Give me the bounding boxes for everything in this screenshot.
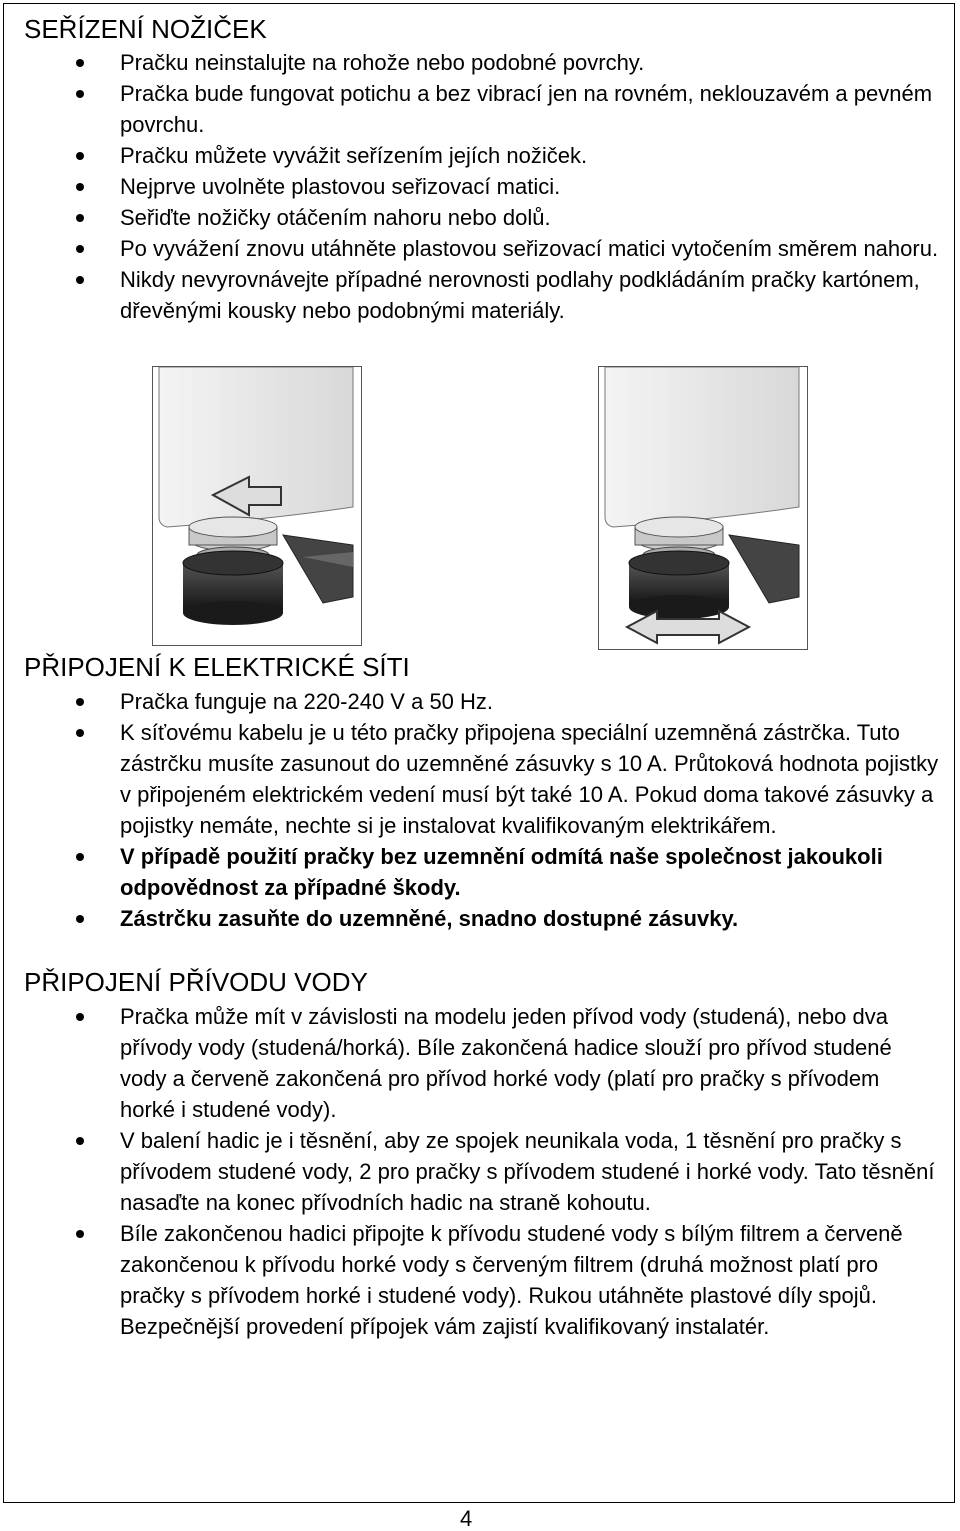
figure-foot-adjust: [598, 366, 808, 650]
section-title-electric: PŘIPOJENÍ K ELEKTRICKÉ SÍTI: [24, 652, 410, 682]
list-item: Pračka může mít v závislosti na modelu jeden přívod vody (studená), nebo dva přívody vody (studená/horká). Bíle zakončená hadice slouží pro přívod studené vody a červeně zakončená pro přívod horké vody (platí pro pračky s přívodem horké i studené vody).: [0, 1001, 940, 1125]
figure-foot-loosen: [152, 366, 362, 646]
list-item: Po vyvážení znovu utáhněte plastovou seřizovací matici vytočením směrem nahoru.: [0, 233, 940, 264]
electric-instructions-list: [0, 686, 940, 934]
list-item: Pračka bude fungovat potichu a bez vibrací jen na rovném, neklouzavém a pevném povrchu.: [0, 78, 940, 140]
list-item: Pračku neinstalujte na rohože nebo podobné povrchy.: [0, 47, 940, 78]
water-instructions-list: [0, 1001, 940, 1342]
section-title-feet: SEŘÍZENÍ NOŽIČEK: [24, 14, 267, 44]
list-item-warning: V případě použití pračky bez uzemnění odmítá naše společnost jakoukoli odpovědnost za případné škody.: [0, 841, 940, 903]
list-item: V balení hadic je i těsnění, aby ze spojek neunikala voda, 1 těsnění pro pračky s přívodem studené vody, 2 pro pračky s přívodem studené i horké vody. Tato těsnění nasaďte na konec přívodních hadic na straně kohoutu.: [0, 1125, 940, 1218]
list-item: Bíle zakončenou hadici připojte k přívodu studené vody s bílým filtrem a červeně zakončenou k přívodu horké vody s červeným filtrem (druhá možnost platí pro pračky s přívodem horké i studené vody). Rukou utáhněte plastové díly spojů. Bezpečnější provedení přípojek vám zajistí kvalifikovaný instalatér.: [0, 1218, 940, 1342]
section-title-water: PŘIPOJENÍ PŘÍVODU VODY: [24, 967, 368, 997]
list-item: K síťovému kabelu je u této pračky připojena speciální uzemněná zástrčka. Tuto zástrčku musíte zasunout do uzemněné zásuvky s 10 A. Průtoková hodnota pojistky v připojeném elektrickém vedení musí být také 10 A. Pokud doma takové zásuvky a pojistky nemáte, nechte si je instalovat kvalifikovaným elektrikářem.: [0, 717, 940, 841]
list-item: Nikdy nevyrovnávejte případné nerovnosti podlahy podkládáním pračky kartónem, dřevěnými kousky nebo podobnými materiály.: [0, 264, 940, 326]
feet-instructions-list: [0, 47, 940, 326]
washer-foot-adjust-double-arrow-icon: [599, 367, 807, 649]
list-item: Seřiďte nožičky otáčením nahoru nebo dolů.: [0, 202, 940, 233]
list-item: Pračku můžete vyvážit seřízením jejích nožiček.: [0, 140, 940, 171]
list-item: Pračka funguje na 220-240 V a 50 Hz.: [0, 686, 940, 717]
list-item: Nejprve uvolněte plastovou seřizovací matici.: [0, 171, 940, 202]
list-item-warning: Zástrčku zasuňte do uzemněné, snadno dostupné zásuvky.: [0, 903, 940, 934]
page-number: 4: [460, 1506, 473, 1531]
washer-foot-loosen-arrow-icon: [153, 367, 361, 645]
